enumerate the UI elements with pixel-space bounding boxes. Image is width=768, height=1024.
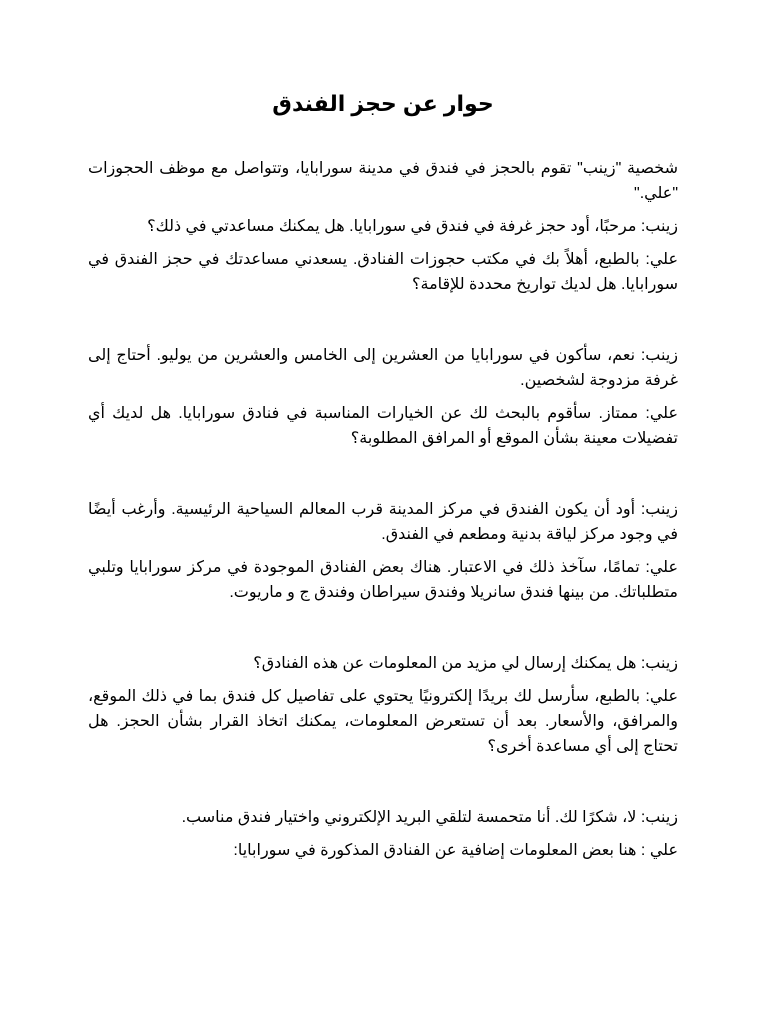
dialogue-line: زينب: أود أن يكون الفندق في مركز المدينة قرب المعالم السياحية الرئيسية. وأرغب أيضًا في وجود مركز لياقة بدنية ومطعم في الفندق. <box>88 501 678 543</box>
dialogue-line: علي: ممتاز. سأقوم بالبحث لك عن الخيارات المناسبة في فنادق سورابايا. هل لديك أي تفضيلات معينة بشأن الموقع أو المرافق المطلوبة؟ <box>88 405 679 447</box>
intro-paragraph: شخصية "زينب" تقوم بالحجز في فندق في مدينة سورابايا، وتتواصل مع موظف الحجوزات "علي." <box>88 160 678 202</box>
dialogue-line: زينب: نعم، سأكون في سورابايا من العشرين إلى الخامس والعشرين من يوليو. أحتاج إلى غرفة مزدوجة لشخصين. <box>88 347 678 389</box>
paragraph-gap <box>88 305 678 343</box>
paragraph-gap <box>88 767 678 805</box>
page-title: حوار عن حجز الفندق <box>272 91 494 116</box>
document-page <box>88 84 678 871</box>
dialogue-line: علي: بالطبع، أهلاً بك في مكتب حجوزات الفنادق. يسعدني مساعدتك في حجز الفندق في سورابايا. هل لديك تواريخ محددة للإقامة؟ <box>88 251 679 293</box>
dialogue-line: زينب: لا، شكرًا لك. أنا متحمسة لتلقي البريد الإلكتروني واختيار فندق مناسب. <box>181 809 678 826</box>
dialogue-line: زينب: هل يمكنك إرسال لي مزيد من المعلومات عن هذه الفنادق؟ <box>253 655 678 672</box>
dialogue-line: علي: تمامًا، سآخذ ذلك في الاعتبار. هناك بعض الفنادق الموجودة في مركز سورابايا وتلبي متطلباتك. من بينها فندق سانريلا وفندق سيراطان وفندق ج و ماريوت. <box>88 559 679 601</box>
paragraph-gap <box>88 459 678 497</box>
dialogue-line: علي: بالطبع، سأرسل لك بريدًا إلكترونيًا يحتوي على تفاصيل كل فندق بما في ذلك الموقع، والمرافق، والأسعار. بعد أن تستعرض المعلومات، يمكنك اتخاذ القرار بشأن الحجز. هل تحتاج إلى أي مساعدة أخرى؟ <box>88 688 678 755</box>
paragraph-gap <box>88 613 678 651</box>
dialogue-line: زينب: مرحبًا، أود حجز غرفة في فندق في سورابايا. هل يمكنك مساعدتي في ذلك؟ <box>147 218 678 235</box>
dialogue-line: علي : هنا بعض المعلومات إضافية عن الفنادق المذكورة في سورابايا: <box>233 842 678 859</box>
